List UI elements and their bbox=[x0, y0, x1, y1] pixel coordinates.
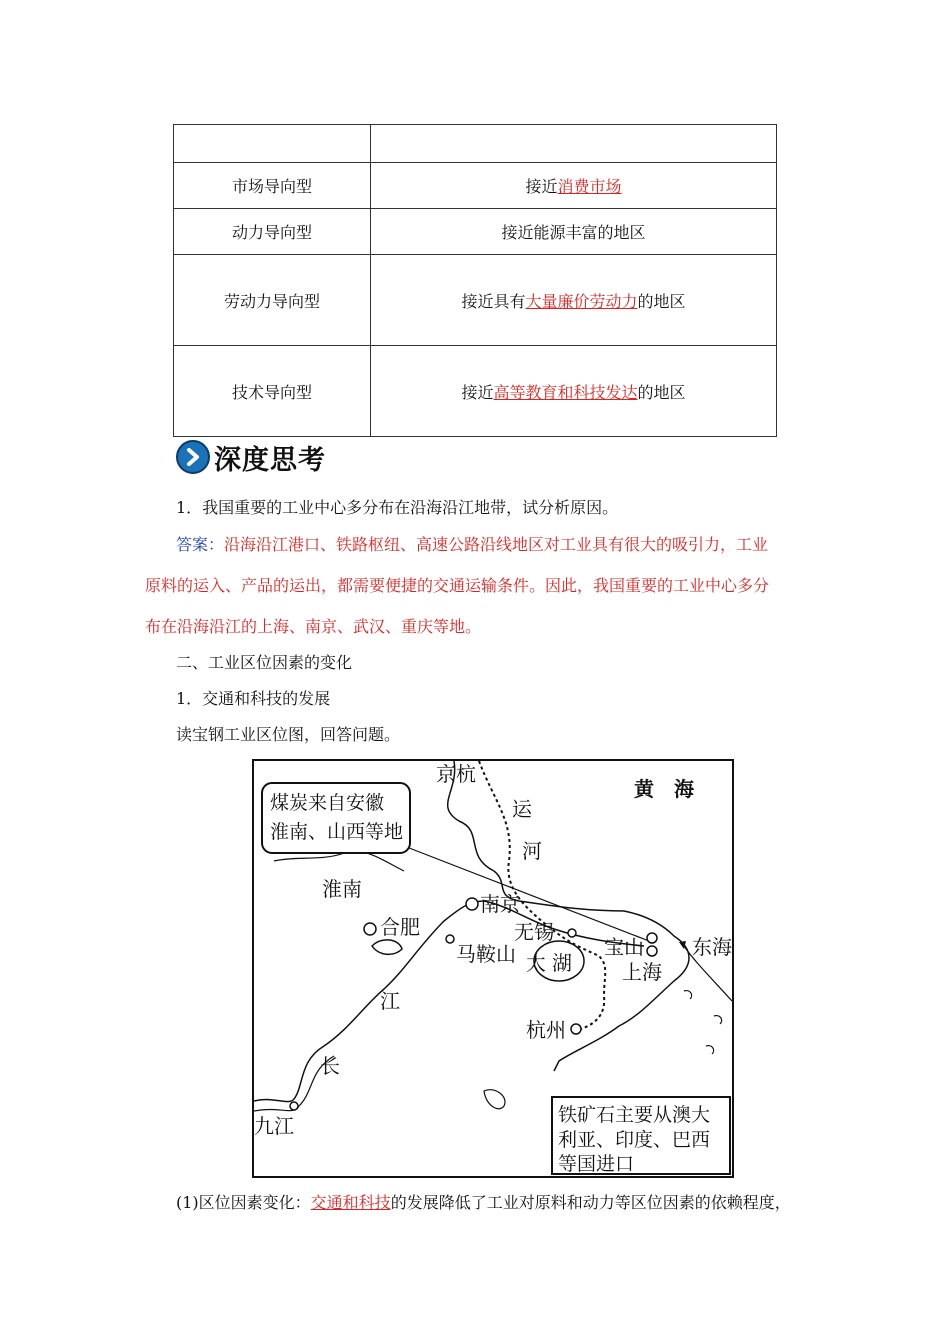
table-header-cell bbox=[371, 125, 777, 163]
map-label-hu: 湖 bbox=[552, 951, 572, 975]
chaohu-lake-shape bbox=[372, 940, 402, 954]
location-text: 接近 bbox=[525, 177, 558, 196]
location-cell bbox=[371, 346, 777, 437]
location-cell bbox=[371, 255, 777, 346]
point-heading: 1．交通和科技的发展 bbox=[176, 689, 331, 708]
table-row bbox=[174, 163, 777, 209]
bottom-highlight: 交通和科技 bbox=[310, 1193, 391, 1212]
map-instruction: 读宝钢工业区位图，回答问题。 bbox=[176, 725, 401, 744]
map-label-jiang: 江 bbox=[380, 989, 400, 1013]
bottom-prefix: (1)区位因素变化： bbox=[176, 1193, 311, 1212]
map-label-he: 河 bbox=[522, 839, 542, 863]
coastline bbox=[448, 761, 689, 1071]
location-text-suffix: 的地区 bbox=[637, 382, 686, 402]
ore-note-line-1: 铁矿石主要从澳大 bbox=[558, 1104, 711, 1126]
section-title: 深度思考 bbox=[214, 444, 326, 476]
chevron-right-icon bbox=[176, 440, 210, 474]
map-label-shanghai: 上海 bbox=[622, 960, 662, 984]
map-label-jinghang: 京杭 bbox=[436, 762, 476, 786]
map-label-hangzhou: 杭州 bbox=[526, 1018, 566, 1042]
answer-line-3: 布在沿海沿江的上海、南京、武汉、重庆等地。 bbox=[145, 617, 482, 636]
industry-type-cell: 市场导向型 bbox=[174, 163, 371, 209]
location-cell bbox=[371, 209, 777, 255]
location-cell bbox=[371, 163, 777, 209]
industry-type-cell: 动力导向型 bbox=[174, 209, 371, 255]
table-row bbox=[174, 255, 777, 346]
map-label-donghai: 东海 bbox=[692, 935, 732, 959]
map-label-huainan: 淮南 bbox=[322, 877, 362, 901]
answer-label: 答案： bbox=[176, 535, 225, 554]
industry-type-cell: 技术导向型 bbox=[174, 346, 371, 437]
table-header-row bbox=[174, 125, 777, 163]
coal-note-line-1: 煤炭来自安徽 bbox=[270, 792, 385, 814]
island-shape bbox=[484, 1090, 505, 1109]
map-figure bbox=[254, 761, 732, 1176]
city-dot-baoshan bbox=[647, 933, 657, 943]
map-label-chang: 长 bbox=[320, 1054, 340, 1078]
map-label-maanshan: 马鞍山 bbox=[456, 942, 516, 966]
table-row bbox=[174, 346, 777, 437]
map-label-hefei: 合肥 bbox=[380, 915, 420, 939]
location-highlight: 消费市场 bbox=[557, 177, 622, 196]
location-highlight: 大量廉价劳动力 bbox=[525, 291, 638, 311]
location-highlight: 高等教育和科技发达 bbox=[493, 382, 638, 402]
table-row bbox=[174, 209, 777, 255]
bottom-suffix: 的发展降低了工业对原料和动力等区位因素的依赖程度， bbox=[390, 1193, 791, 1212]
map-label-yun: 运 bbox=[512, 797, 532, 821]
baosteel-location-map bbox=[252, 759, 734, 1178]
map-label-tai: 太 bbox=[526, 951, 546, 975]
location-text: 接近能源丰富的地区 bbox=[501, 223, 646, 242]
coal-note-line-2: 淮南、山西等地 bbox=[270, 821, 404, 843]
question-text: 1．我国重要的工业中心多分布在沿海沿江地带，试分析原因。 bbox=[176, 498, 619, 517]
city-dot-shanghai bbox=[647, 946, 657, 956]
island-shape bbox=[684, 991, 692, 999]
ore-note-line-2: 利亚、印度、巴西 bbox=[558, 1129, 711, 1151]
industry-type-cell: 劳动力导向型 bbox=[174, 255, 371, 346]
map-label-huanghai: 黄 海 bbox=[634, 777, 694, 801]
map-label-jiujiang: 九江 bbox=[254, 1114, 294, 1138]
map-label-baoshan: 宝山 bbox=[604, 935, 644, 959]
location-text: 接近具有 bbox=[461, 291, 526, 311]
huai-river bbox=[274, 851, 404, 871]
answer-text: 沿海沿江港口、铁路枢纽、高速公路沿线地区对工业具有很大的吸引力，工业 bbox=[224, 535, 769, 554]
bottom-line bbox=[176, 1193, 791, 1213]
island-shape bbox=[706, 1046, 714, 1054]
subheading: 二、工业区位因素的变化 bbox=[176, 653, 353, 672]
city-dot-jiujiang bbox=[290, 1102, 298, 1110]
location-text-suffix: 的地区 bbox=[637, 291, 686, 311]
answer-line-1 bbox=[176, 535, 768, 555]
city-dot-maanshan bbox=[446, 935, 454, 943]
section-heading bbox=[176, 439, 326, 475]
location-type-table bbox=[173, 124, 777, 437]
city-dot-nanjing bbox=[466, 898, 478, 910]
island-shape bbox=[714, 1016, 722, 1024]
city-dot-hefei bbox=[364, 923, 376, 935]
answer-line-2: 原料的运入、产品的运出，都需要便捷的交通运输条件。因此，我国重要的工业中心多分 bbox=[145, 576, 770, 595]
map-label-nanjing: 南京 bbox=[480, 892, 520, 916]
city-dot-wuxi bbox=[568, 929, 576, 937]
table-header-cell bbox=[174, 125, 371, 163]
ore-note-line-3: 等国进口 bbox=[558, 1153, 635, 1175]
location-text: 接近 bbox=[461, 382, 494, 402]
map-label-wuxi: 无锡 bbox=[514, 920, 554, 944]
city-dot-hangzhou bbox=[571, 1024, 581, 1034]
yangtze-river bbox=[254, 901, 644, 1102]
